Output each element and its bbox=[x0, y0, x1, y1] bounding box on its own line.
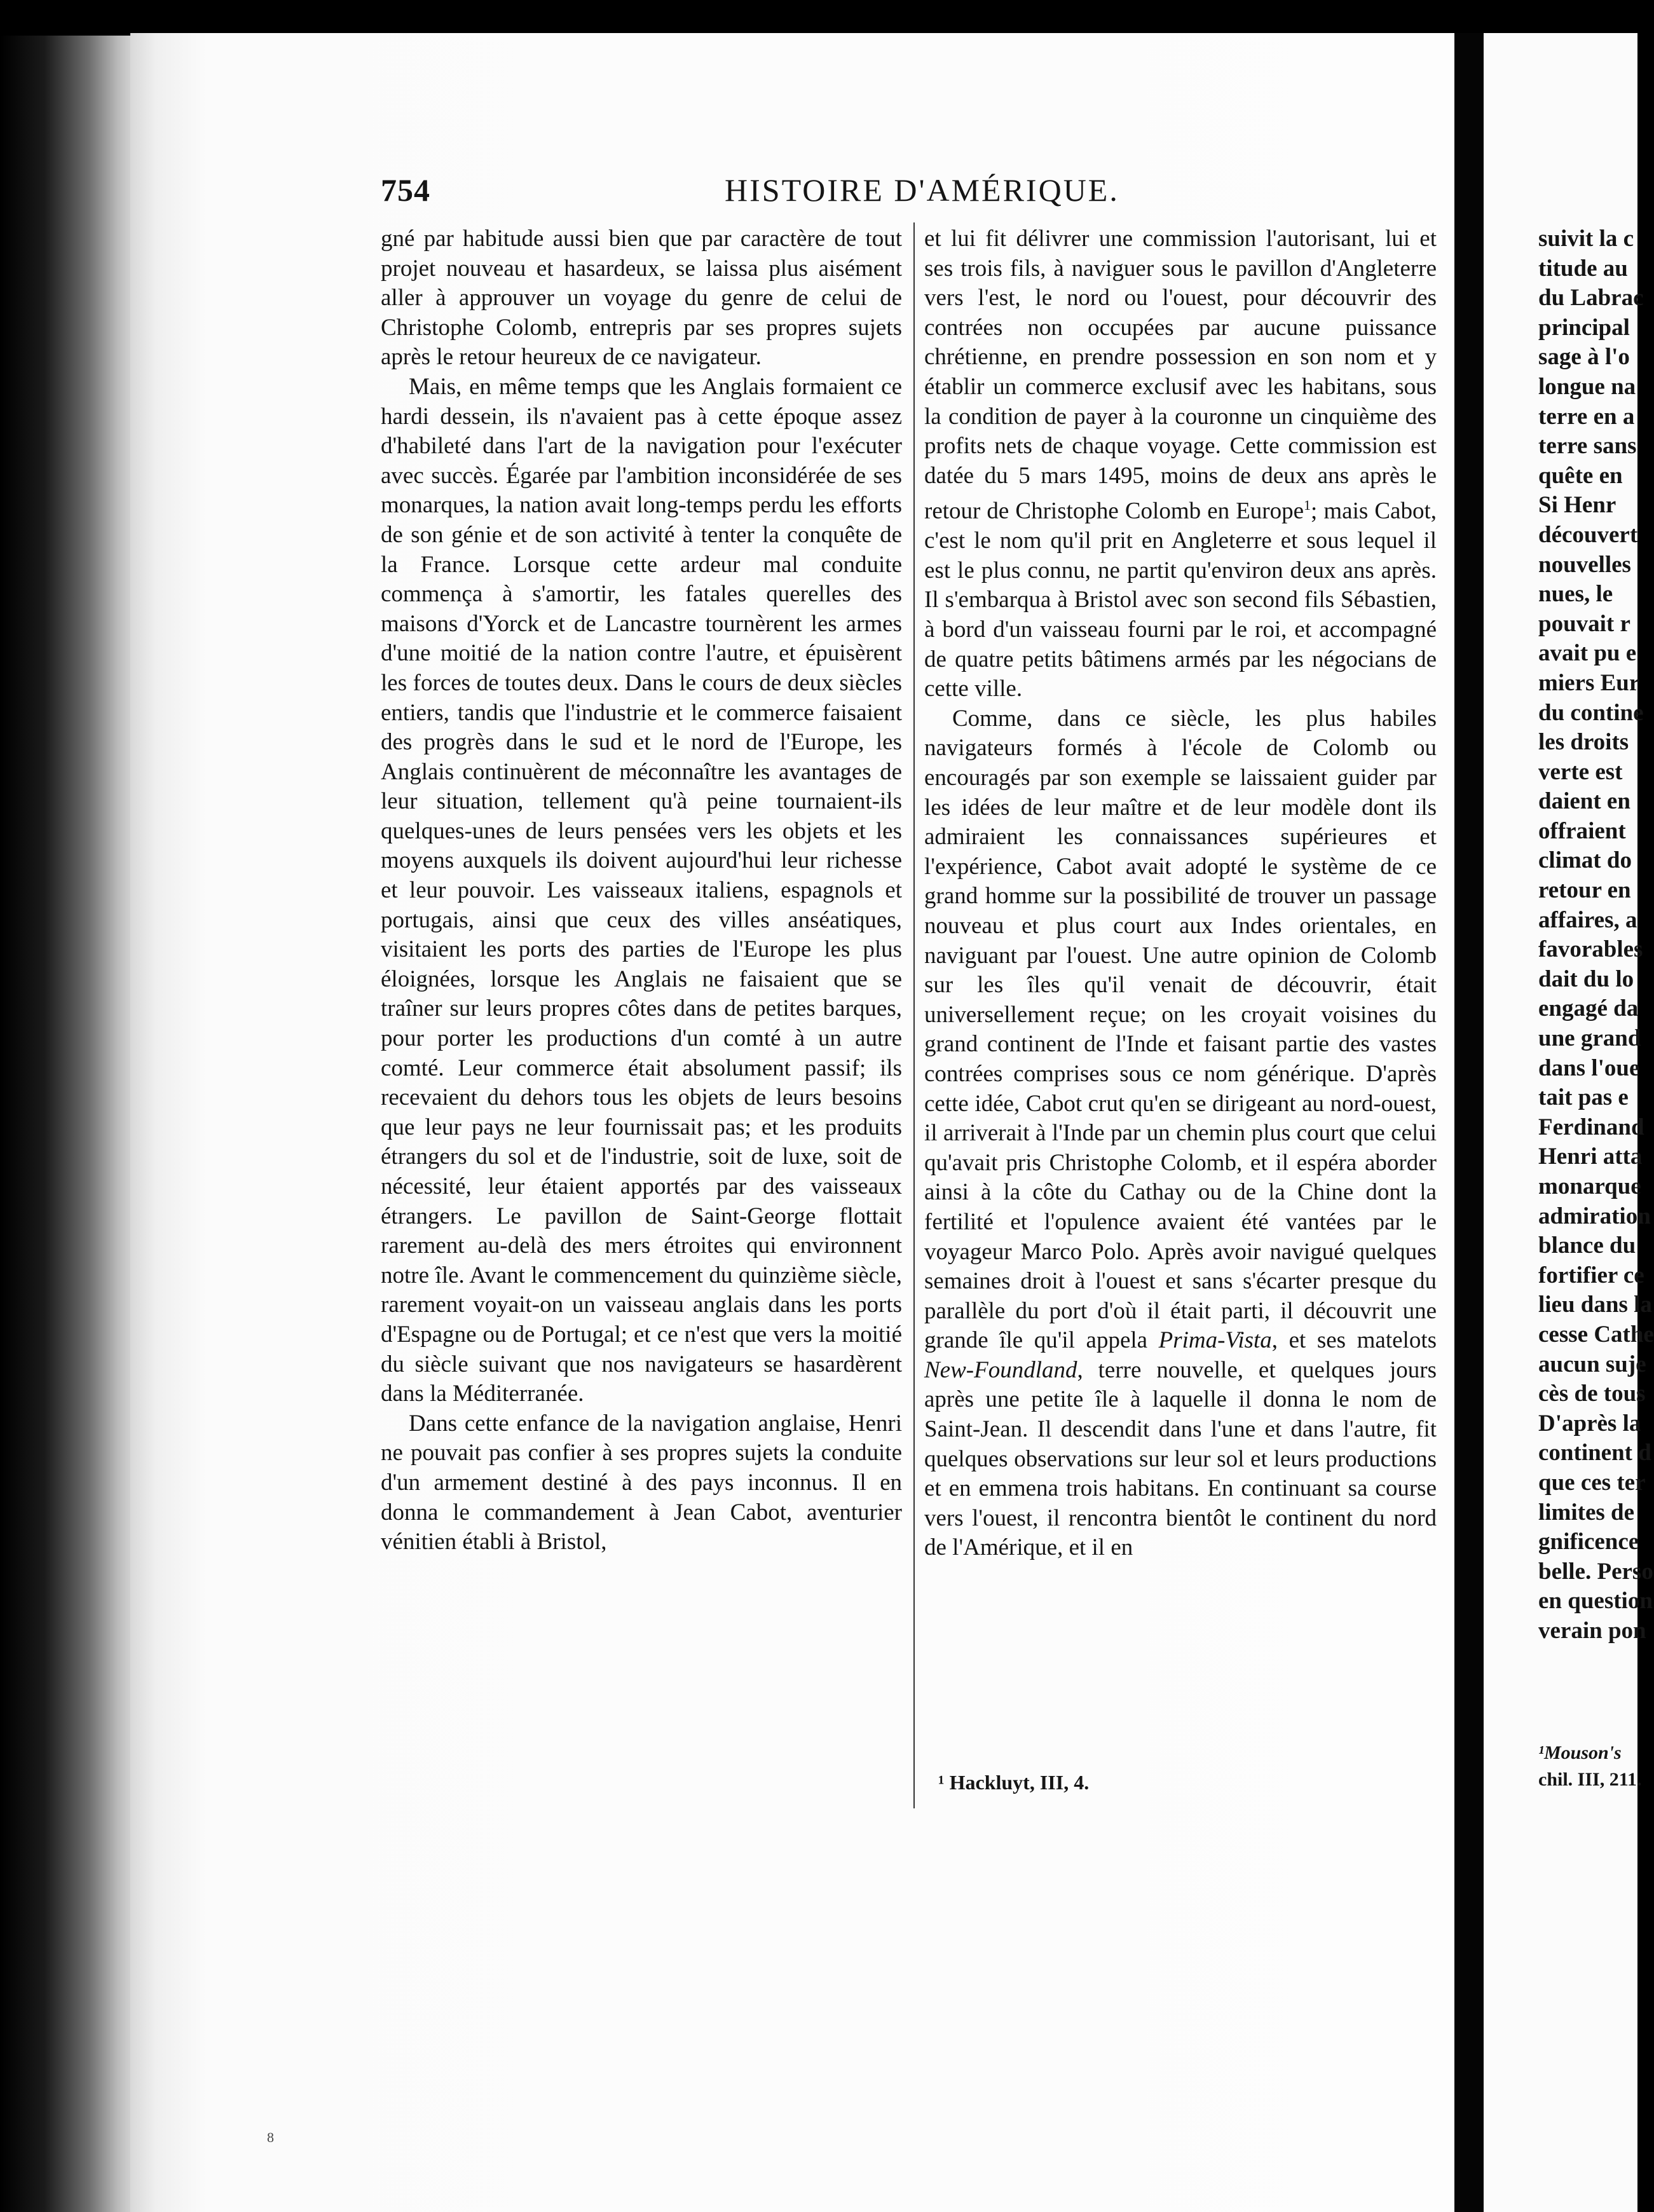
paragraph: gné par habitude aussi bien que par caractère de tout projet nouveau et hasardeux, se laissa plus aisément aller à approuver un voyage du genre de celui de Christophe Colomb, entrepris par ses propres sujets après le retour heureux de ce navigateur. bbox=[381, 226, 902, 371]
footnote: ¹ Hackluyt, III, 4. bbox=[938, 1771, 1090, 1794]
line-fragment: favorables bbox=[1538, 936, 1643, 963]
line-fragment: admiration bbox=[1538, 1203, 1651, 1229]
line-fragment: D'après la bbox=[1538, 1410, 1641, 1437]
line-fragment: dans l'oue bbox=[1538, 1055, 1640, 1081]
line-fragment: blance du bbox=[1538, 1232, 1636, 1259]
line-fragment: sage à l'o bbox=[1538, 344, 1630, 371]
paragraph: Dans cette enfance de la navigation anglaise, Henri ne pouvait pas confier à ses propres sujets la conduite d'un armement destiné à des pays inconnus. Il en donna le commandement à Jean Cabot, aventurier vénitien établi à Bristol, bbox=[381, 1410, 902, 1555]
line-fragment: continent d bbox=[1538, 1440, 1651, 1466]
page-gutter bbox=[1454, 33, 1484, 2212]
line-fragment: cès de tous bbox=[1538, 1381, 1646, 1407]
paragraph bbox=[924, 704, 1437, 1563]
page-number: 754 bbox=[381, 172, 430, 208]
paragraph: Mais, en même temps que les Anglais formaient ce hardi dessein, ils n'avaient pas à cette époque assez d'habileté dans l'art de la navigation pour l'exécuter avec succès. Égarée par l'ambition inconsidérée de ses monarques, la nation avait long-temps perdu les efforts de son génie et de son activité à tenter la conquête de la France. Lorsque cette ardeur mal conduite commença à s'amortir, les fatales querelles des maisons d'Yorck et de Lancastre tournèrent les armes d'une moitié de la nation contre l'autre, et épuisèrent les forces de toutes deux. Dans le cours de deux siècles entiers, tandis que l'industrie et le commerce faisaient des progrès dans le sud et le nord de l'Europe, les Anglais continuèrent de méconnaître les avantages de leur situation, tellement qu'à peine tournaient-ils quelques-unes de leurs pensées vers les objets et les moyens auxquels ils doivent aujourd'hui leur richesse et leur pouvoir. Les vaisseaux italiens, espagnols et portugais, ainsi que ceux des villes anséatiques, visitaient les ports des parties de l'Europe les plus éloignées, lorsque les Anglais ne faisaient que se traîner sur leurs propres côtes dans de petites barques, pour porter les productions d'un comté à un autre comté. Leur commerce était absolument passif; ils recevaient du dehors tous les objets de leurs besoins que leur pays ne leur fournissait pas; et les produits étrangers du sol et de l'industrie, soit de luxe, soit de nécessité, leur étaient apportés par des vaisseaux étrangers. Le pavillon de Saint-George flottait rarement au-delà des mers étroites qui environnent notre île. Avant le commencement du quinzième siècle, rarement voyait-on un vaisseau anglais dans les ports d'Espagne ou de Portugal; et ce n'est que vers la moitié du siècle suivant que nos navigateurs se hasardèrent dans la Méditerranée. bbox=[381, 373, 902, 1407]
line-fragment: verte est bbox=[1538, 758, 1623, 785]
line-fragment: découvert bbox=[1538, 521, 1638, 548]
line-fragment: daient en bbox=[1538, 788, 1630, 815]
line-fragment: gnificence bbox=[1538, 1529, 1639, 1555]
line-fragment: verain pon bbox=[1538, 1617, 1646, 1644]
text-run: Comme, dans ce siècle, les plus habiles navigateurs formés à l'école de Colomb ou encouragés par son exemple se laissaient guider par les idées de leur maître et de leur modèle dont ils admiraient les connaissances supérieures et l'expérience, Cabot avait adopté le système de ce grand homme sur la possibilité de trouver un passage nouveau et plus court aux Indes orientales, en naviguant par l'ouest. Une autre opinion de Colomb sur les îles qu'il venait de découvrir, était universellement reçue; on les croyait voisines du grand continent de l'Inde et faisant partie des vastes contrées comprises sous ce nom générique. D'après cette idée, Cabot crut qu'en se dirigeant au nord-ouest, il arriverait à l'Inde par un chemin plus court que celui qu'avait pris Christophe Colomb, et il espéra aborder ainsi à la côte du Cathay ou de la Chine dont la fertilité et l'opulence avaient été vantées par le voyageur Marco Polo. Après avoir navigué quelques semaines droit à l'ouest et sans s'écarter presque du parallèle du port d'où il était parti, il découvrit une grande île qu'il appela bbox=[924, 705, 1437, 1354]
line-fragment: offraient bbox=[1538, 817, 1626, 844]
line-fragment: titude au bbox=[1538, 255, 1628, 282]
line-fragment: pouvait r bbox=[1538, 610, 1630, 637]
column-divider bbox=[913, 222, 915, 1808]
line-fragment: suivit la c bbox=[1538, 226, 1634, 252]
line-fragment: quête en bbox=[1538, 462, 1623, 489]
line-fragment: du Labrac bbox=[1538, 285, 1644, 311]
footnote-line: ¹Mouson's bbox=[1538, 1742, 1622, 1763]
line-fragment: cesse Cathe bbox=[1538, 1321, 1654, 1348]
line-fragment: principal bbox=[1538, 314, 1630, 341]
line-fragment: du contine bbox=[1538, 699, 1644, 726]
paragraph bbox=[924, 224, 1437, 704]
running-head: HISTOIRE D'AMÉRIQUE. bbox=[725, 172, 1119, 208]
right-text-column-fragment bbox=[1538, 224, 1654, 1646]
text-run: , terre nouvelle, et quelques jours après une petite île à laquelle il donna le nom de Saint-Jean. Il descendit dans l'une et dans l'autre, fit quelques observations sur leur sol et leurs productions et en emmena trois habitans. En continuant sa course vers l'ouest, il rencontra bientôt le continent du nord de l'Amérique, et il en bbox=[924, 1356, 1437, 1561]
line-fragment: belle. Perso bbox=[1538, 1558, 1653, 1585]
text-run: ; mais Cabot, c'est le nom qu'il prit en Angleterre et sous lequel il est le plus connu, ne partit qu'environ deux ans après. Il s'embarqua à Bristol avec son second fils Sébastien, à bord d'un vaisseau fourni par le roi, et accompagné de quatre petits bâtimens armés par les négocians de cette ville. bbox=[924, 498, 1437, 702]
line-fragment: Ferdinand bbox=[1538, 1114, 1644, 1140]
line-fragment: dait du lo bbox=[1538, 966, 1634, 992]
line-fragment: climat do bbox=[1538, 847, 1632, 874]
right-footnote-fragment bbox=[1538, 1740, 1642, 1793]
book-binding-shadow bbox=[0, 36, 146, 2212]
line-fragment: fortifier ce bbox=[1538, 1262, 1644, 1288]
line-fragment: lieu dans la bbox=[1538, 1292, 1652, 1318]
page-mark: 8 bbox=[267, 2129, 274, 2145]
line-fragment: nues, le bbox=[1538, 581, 1613, 608]
left-text-column bbox=[381, 224, 902, 1557]
line-fragment: avait pu e bbox=[1538, 640, 1637, 667]
footnote-marker: 1 bbox=[1304, 497, 1311, 514]
line-fragment: miers Eur bbox=[1538, 669, 1640, 696]
line-fragment: terre en a bbox=[1538, 403, 1635, 430]
line-fragment: que ces ter bbox=[1538, 1469, 1646, 1496]
line-fragment: Henri atta bbox=[1538, 1144, 1643, 1170]
line-fragment: longue na bbox=[1538, 373, 1636, 400]
middle-text-column bbox=[924, 224, 1437, 1563]
line-fragment: en question bbox=[1538, 1588, 1653, 1615]
line-fragment: tait pas e bbox=[1538, 1084, 1629, 1111]
line-fragment: terre sans bbox=[1538, 433, 1637, 460]
italic-place-name: Prima-Vista bbox=[1158, 1327, 1272, 1354]
line-fragment: affaires, a bbox=[1538, 906, 1637, 933]
line-fragment: nouvelles bbox=[1538, 551, 1631, 578]
line-fragment: les droits bbox=[1538, 729, 1629, 756]
line-fragment: engagé da bbox=[1538, 995, 1639, 1022]
line-fragment: Si Henr bbox=[1538, 492, 1616, 519]
footnote-line: chil. III, 211. bbox=[1538, 1769, 1642, 1790]
line-fragment: limites de bbox=[1538, 1499, 1635, 1526]
text-run: , et ses matelots bbox=[1271, 1327, 1437, 1354]
line-fragment: retour en bbox=[1538, 877, 1631, 904]
line-fragment: aucun suje bbox=[1538, 1351, 1646, 1377]
italic-place-name: New-Foundland bbox=[924, 1356, 1077, 1383]
line-fragment: une grand bbox=[1538, 1025, 1641, 1052]
line-fragment: monarque bbox=[1538, 1173, 1641, 1199]
text-run: et lui fit délivrer une commission l'autorisant, lui et ses trois fils, à naviguer sous le pavillon d'Angleterre vers l'est, le nord ou l'ouest, pour découvrir des contrées non occupées par aucune puissance chrétienne, en prendre possession en son nom et y établir un commerce exclusif avec les habitans, sous la condition de payer à la couronne un cinquième des profits nets de chaque voyage. Cette commission est datée du 5 mars 1495, moins de deux ans après le retour de Christophe Colomb en Europe bbox=[924, 226, 1437, 524]
